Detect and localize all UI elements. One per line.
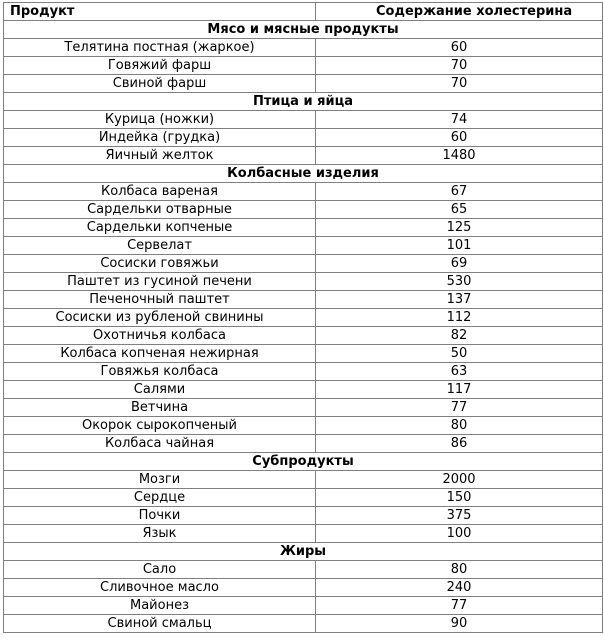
product-name: Паштет из гусиной печени xyxy=(4,273,316,291)
header-product: Продукт xyxy=(4,3,316,21)
cholesterol-value: 530 xyxy=(316,273,603,291)
product-name: Ветчина xyxy=(4,399,316,417)
table-row xyxy=(4,111,603,129)
product-name: Охотничья колбаса xyxy=(4,327,316,345)
product-name: Свиной смальц xyxy=(4,615,316,633)
section-row xyxy=(4,93,603,111)
product-name: Окорок сырокопченый xyxy=(4,417,316,435)
section-row xyxy=(4,21,603,39)
product-name: Колбаса чайная xyxy=(4,435,316,453)
product-name: Курица (ножки) xyxy=(4,111,316,129)
section-title: Мясо и мясные продукты xyxy=(4,21,603,39)
product-name: Индейка (грудка) xyxy=(4,129,316,147)
table-row xyxy=(4,39,603,57)
product-name: Колбаса вареная xyxy=(4,183,316,201)
product-name: Телятина постная (жаркое) xyxy=(4,39,316,57)
cholesterol-value: 101 xyxy=(316,237,603,255)
cholesterol-value: 70 xyxy=(316,57,603,75)
cholesterol-value: 90 xyxy=(316,615,603,633)
product-name: Яичный желток xyxy=(4,147,316,165)
product-name: Печеночный паштет xyxy=(4,291,316,309)
table-row xyxy=(4,129,603,147)
table-row xyxy=(4,417,603,435)
table-row xyxy=(4,75,603,93)
product-name: Колбаса копченая нежирная xyxy=(4,345,316,363)
cholesterol-value: 63 xyxy=(316,363,603,381)
table-row xyxy=(4,327,603,345)
cholesterol-value: 112 xyxy=(316,309,603,327)
cholesterol-value: 117 xyxy=(316,381,603,399)
cholesterol-value: 77 xyxy=(316,399,603,417)
product-name: Говяжья колбаса xyxy=(4,363,316,381)
cholesterol-value: 125 xyxy=(316,219,603,237)
table-row xyxy=(4,345,603,363)
product-name: Сердце xyxy=(4,489,316,507)
table-row xyxy=(4,381,603,399)
header-cholesterol: Содержание холестерина xyxy=(316,3,603,21)
product-name: Майонез xyxy=(4,597,316,615)
table-row xyxy=(4,273,603,291)
cholesterol-value: 150 xyxy=(316,489,603,507)
cholesterol-value: 100 xyxy=(316,525,603,543)
cholesterol-value: 375 xyxy=(316,507,603,525)
product-name: Свиной фарш xyxy=(4,75,316,93)
cholesterol-value: 60 xyxy=(316,39,603,57)
product-name: Сливочное масло xyxy=(4,579,316,597)
table-row xyxy=(4,561,603,579)
cholesterol-value: 50 xyxy=(316,345,603,363)
cholesterol-value: 2000 xyxy=(316,471,603,489)
product-name: Мозги xyxy=(4,471,316,489)
cholesterol-value: 65 xyxy=(316,201,603,219)
product-name: Сосиски говяжьи xyxy=(4,255,316,273)
section-row xyxy=(4,543,603,561)
cholesterol-value: 137 xyxy=(316,291,603,309)
cholesterol-value: 74 xyxy=(316,111,603,129)
table-row xyxy=(4,201,603,219)
section-title: Субпродукты xyxy=(4,453,603,471)
product-name: Почки xyxy=(4,507,316,525)
product-name: Сардельки копченые xyxy=(4,219,316,237)
cholesterol-value: 240 xyxy=(316,579,603,597)
product-name: Язык xyxy=(4,525,316,543)
cholesterol-value: 77 xyxy=(316,597,603,615)
table-row xyxy=(4,507,603,525)
product-name: Сервелат xyxy=(4,237,316,255)
product-name: Сардельки отварные xyxy=(4,201,316,219)
table-row xyxy=(4,435,603,453)
product-name: Сосиски из рубленой свинины xyxy=(4,309,316,327)
cholesterol-table xyxy=(3,2,603,633)
table-row xyxy=(4,291,603,309)
table-row xyxy=(4,147,603,165)
cholesterol-value: 70 xyxy=(316,75,603,93)
table-row xyxy=(4,255,603,273)
cholesterol-value: 80 xyxy=(316,561,603,579)
cholesterol-value: 80 xyxy=(316,417,603,435)
table-row xyxy=(4,615,603,633)
table-row xyxy=(4,399,603,417)
header-row xyxy=(4,3,603,21)
table-row xyxy=(4,183,603,201)
section-title: Жиры xyxy=(4,543,603,561)
product-name: Сало xyxy=(4,561,316,579)
table-body xyxy=(4,21,603,633)
section-title: Колбасные изделия xyxy=(4,165,603,183)
cholesterol-value: 60 xyxy=(316,129,603,147)
product-name: Говяжий фарш xyxy=(4,57,316,75)
table-row xyxy=(4,597,603,615)
table-row xyxy=(4,489,603,507)
table-row xyxy=(4,219,603,237)
cholesterol-value: 82 xyxy=(316,327,603,345)
product-name: Салями xyxy=(4,381,316,399)
table-row xyxy=(4,237,603,255)
table-row xyxy=(4,525,603,543)
table-row xyxy=(4,309,603,327)
cholesterol-value: 1480 xyxy=(316,147,603,165)
cholesterol-value: 67 xyxy=(316,183,603,201)
cholesterol-value: 69 xyxy=(316,255,603,273)
table-row xyxy=(4,363,603,381)
table-row xyxy=(4,471,603,489)
cholesterol-value: 86 xyxy=(316,435,603,453)
section-title: Птица и яйца xyxy=(4,93,603,111)
table-row xyxy=(4,579,603,597)
section-row xyxy=(4,453,603,471)
section-row xyxy=(4,165,603,183)
table-row xyxy=(4,57,603,75)
